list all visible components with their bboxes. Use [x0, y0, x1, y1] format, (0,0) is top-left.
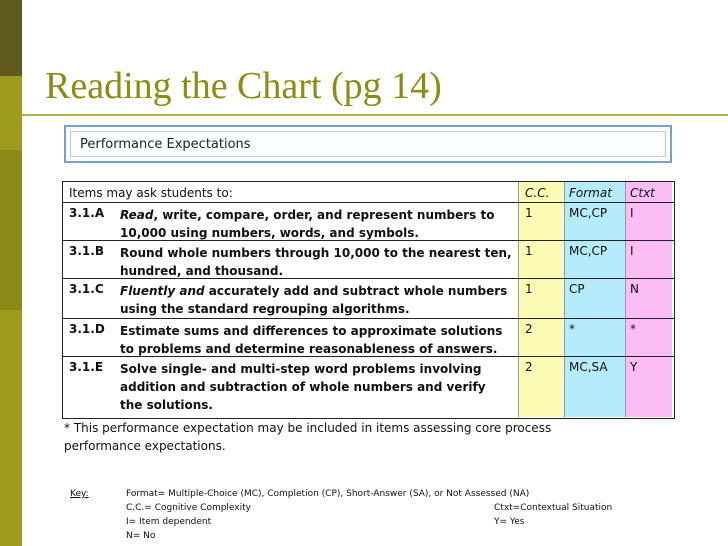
row-format: CP	[569, 282, 585, 296]
row-text	[120, 322, 512, 358]
table-row	[63, 278, 674, 319]
row-format: *	[569, 322, 575, 336]
row-ctxt: N	[630, 282, 639, 296]
row-ctxt: I	[630, 206, 634, 220]
table-header-format: Format	[569, 186, 612, 200]
row-ctxt: *	[630, 322, 636, 336]
key-ctxt-line: Ctxt=Contextual Situation	[494, 503, 613, 513]
left-accent-bar-mid	[0, 150, 22, 310]
slide-title: Reading the Chart (pg 14)	[45, 65, 442, 107]
footnote: * This performance expectation may be included in items assessing core process performance expectations.	[64, 421, 552, 453]
table-header-cc: C.C.	[525, 186, 550, 200]
left-accent-bar-top	[0, 0, 22, 76]
row-text-body: Round whole numbers through 10,000 to the nearest ten, hundred, and thousand.	[120, 246, 512, 278]
row-text	[120, 206, 512, 242]
table-header-ctxt: Ctxt	[630, 186, 655, 200]
key-n-line: N= No	[126, 531, 156, 541]
title-rule	[22, 114, 728, 116]
row-format: MC,SA	[569, 360, 608, 374]
key-y-line: Y= Yes	[494, 517, 525, 527]
row-text-body: , write, compare, order, and represent numbers to 10,000 using numbers, words, and symbols.	[120, 208, 495, 240]
expectations-table	[62, 181, 675, 419]
key-label: Key:	[70, 489, 89, 499]
key-i-line: I= Item dependent	[126, 517, 212, 527]
table-header-items: Items may ask students to:	[69, 186, 233, 200]
row-text-emphasis: Read	[120, 208, 154, 222]
key-legend	[70, 489, 660, 546]
row-code: 3.1.C	[69, 282, 104, 296]
row-format: MC,CP	[569, 244, 608, 258]
row-format: MC,CP	[569, 206, 608, 220]
table-row	[63, 318, 674, 357]
row-cc: 2	[525, 360, 533, 374]
row-ctxt: I	[630, 244, 634, 258]
row-cc: 2	[525, 322, 533, 336]
key-cc-line: C.C.= Cognitive Complexity	[126, 503, 251, 513]
table-row	[63, 202, 674, 241]
table-row	[63, 356, 674, 417]
row-text-body: Solve single- and multi-step word problems involving addition and subtraction of whole numbers and verify the solutions.	[120, 362, 486, 412]
performance-expectations-box	[64, 125, 672, 163]
row-text	[120, 244, 512, 280]
performance-expectations-title: Performance Expectations	[80, 137, 251, 152]
row-text	[120, 282, 512, 318]
row-code: 3.1.E	[69, 360, 104, 374]
row-code: 3.1.D	[69, 322, 105, 336]
row-text-body: Estimate sums and differences to approximate solutions to problems and determine reasonableness of answers.	[120, 324, 503, 356]
row-code: 3.1.B	[69, 244, 104, 258]
row-text-emphasis: Fluently and	[120, 284, 205, 298]
row-cc: 1	[525, 206, 533, 220]
key-format-line: Format= Multiple-Choice (MC), Completion (CP), Short-Answer (SA), or Not Assessed (NA)	[126, 489, 530, 499]
table-row	[63, 240, 674, 279]
row-cc: 1	[525, 244, 533, 258]
row-code: 3.1.A	[69, 206, 105, 220]
row-text	[120, 360, 512, 414]
row-text-body: accurately add and subtract whole numbers using the standard regrouping algorithms.	[120, 284, 508, 316]
row-ctxt: Y	[630, 360, 638, 374]
row-cc: 1	[525, 282, 533, 296]
